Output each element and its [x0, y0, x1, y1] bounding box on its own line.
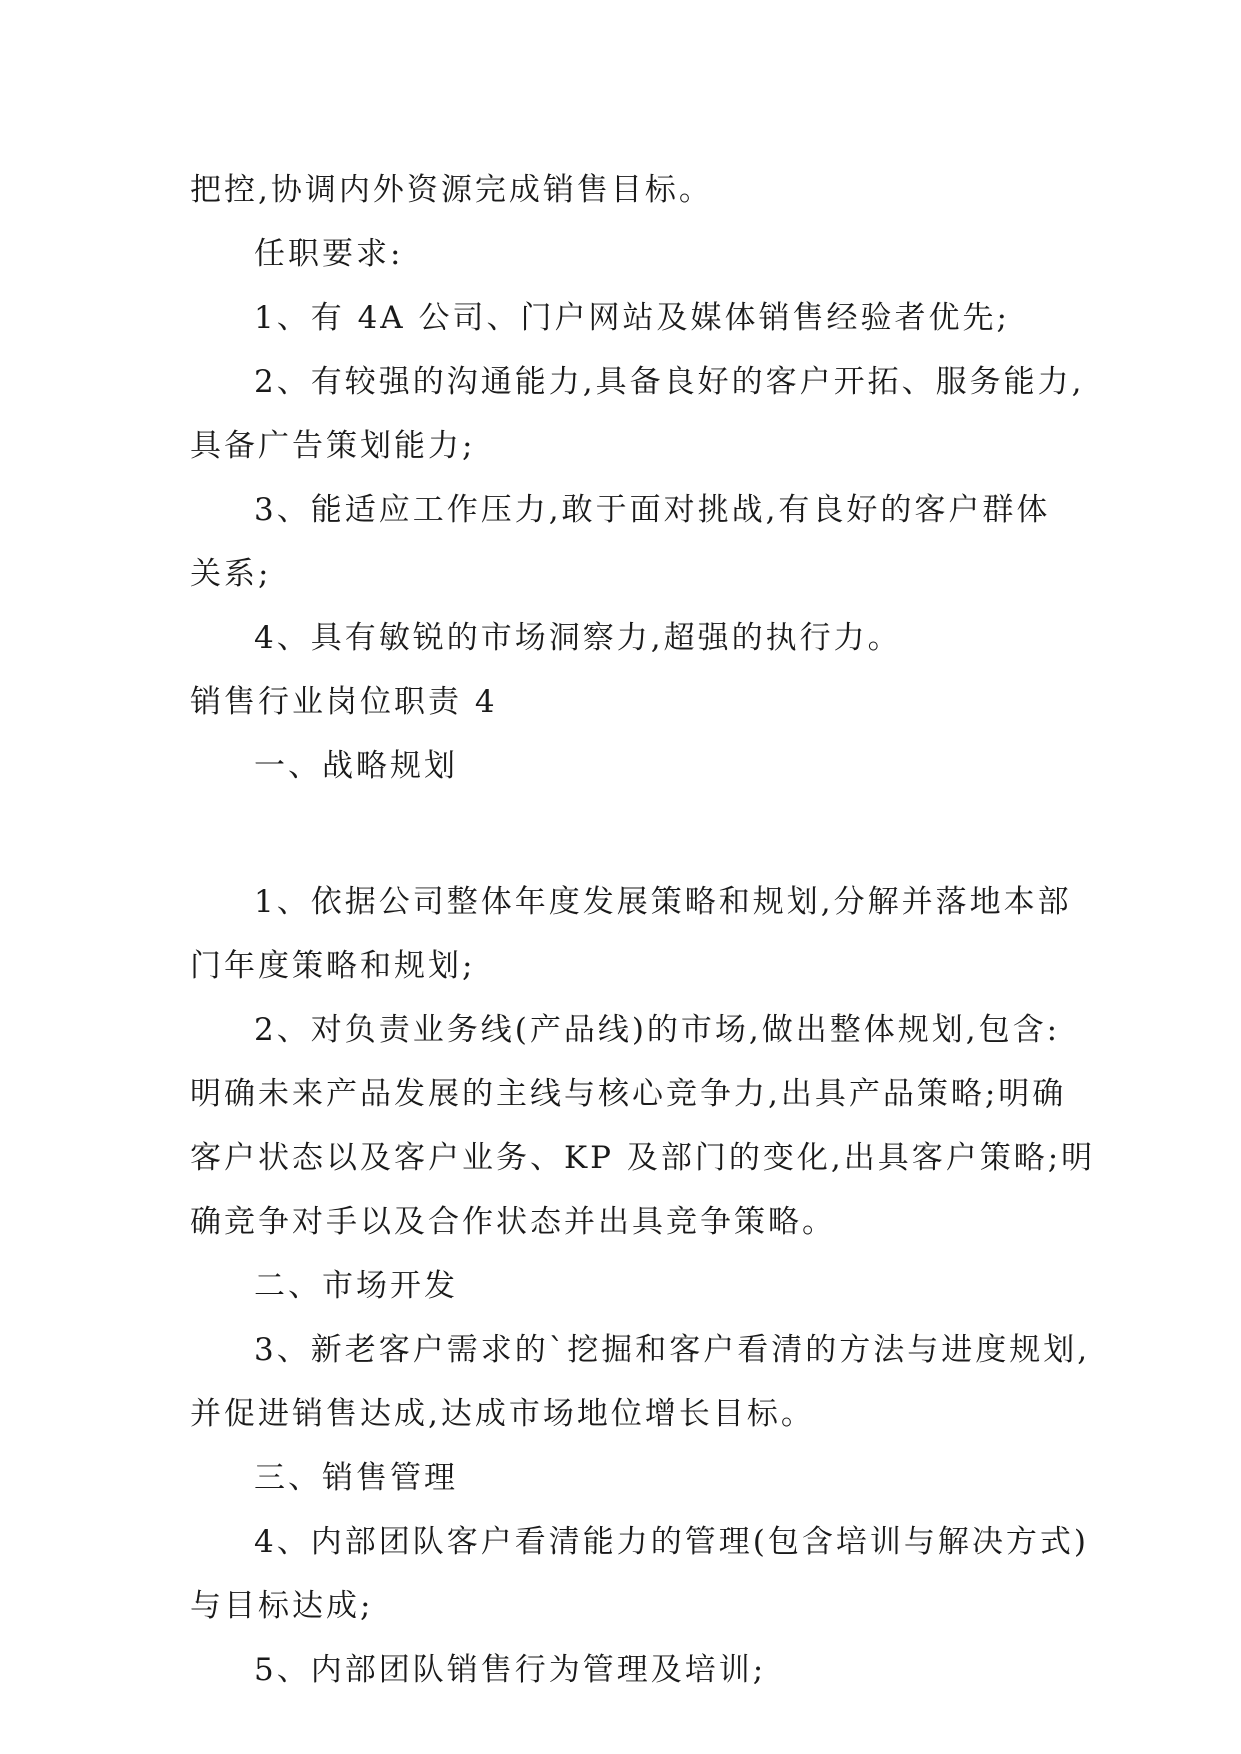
requirement-item-4: 4、具有敏锐的市场洞察力,超强的执行力。: [254, 620, 902, 656]
duty-item-3: 3、新老客户需求的`挖掘和客户看清的方法与进度规划,: [254, 1332, 1091, 1368]
subsection-strategy-planning: 一、战略规划: [254, 748, 458, 784]
section-title: 销售行业岗位职责 4: [190, 684, 498, 720]
duty-item-1-continued: 门年度策略和规划;: [190, 948, 476, 984]
subsection-sales-management: 三、销售管理: [254, 1460, 458, 1496]
duty-item-4-continued: 与目标达成;: [190, 1588, 374, 1624]
duty-item-2-continued-a: 明确未来产品发展的主线与核心竞争力,出具产品策略;明确: [190, 1076, 1067, 1112]
duty-item-2: 2、对负责业务线(产品线)的市场,做出整体规划,包含:: [254, 1012, 1061, 1048]
section-label-requirements: 任职要求:: [254, 236, 404, 272]
duty-item-5: 5、内部团队销售行为管理及培训;: [254, 1652, 767, 1688]
duty-item-2-continued-c: 确竞争对手以及合作状态并出具竞争策略。: [190, 1204, 836, 1240]
duty-item-3-continued: 并促进销售达成,达成市场地位增长目标。: [190, 1396, 815, 1432]
requirement-item-2: 2、有较强的沟通能力,具备良好的客户开拓、服务能力,: [254, 364, 1085, 400]
paragraph-continuation: 把控,协调内外资源完成销售目标。: [190, 172, 713, 208]
spacer: [190, 798, 1058, 870]
duty-item-1: 1、依据公司整体年度发展策略和规划,分解并落地本部: [254, 884, 1072, 920]
requirement-item-1: 1、有 4A 公司、门户网站及媒体销售经验者优先;: [254, 300, 1010, 336]
subsection-market-development: 二、市场开发: [254, 1268, 458, 1304]
document-body: [190, 158, 1096, 1702]
duty-item-2-continued-b: 客户状态以及客户业务、KP 及部门的变化,出具客户策略;明: [190, 1140, 1096, 1176]
duty-item-4: 4、内部团队客户看清能力的管理(包含培训与解决方式): [254, 1524, 1089, 1560]
requirement-item-2-continued: 具备广告策划能力;: [190, 428, 476, 464]
requirement-item-3: 3、能适应工作压力,敢于面对挑战,有良好的客户群体: [254, 492, 1051, 528]
requirement-item-3-continued: 关系;: [190, 556, 272, 592]
